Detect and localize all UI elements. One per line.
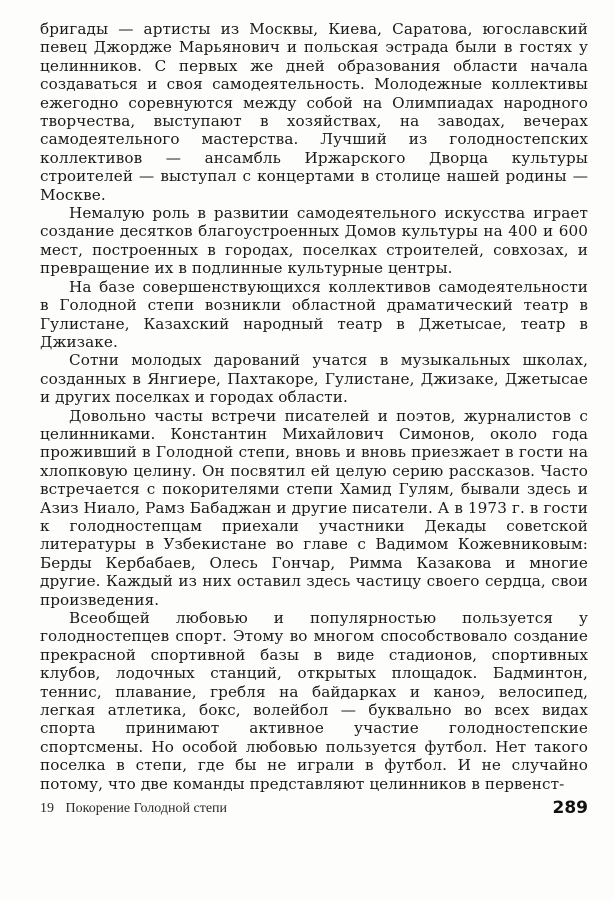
paragraph: Немалую роль в развитии самодеятельного искусства играет создание десятков благоустроенных Домов культуры на 400 и 600 мест, построенных в городах, поселках строителей, совхозах, и превращение их в подлинные культурные центры. [40,204,588,278]
signature-title: Покорение Голодной степи [65,801,228,816]
signature-number: 19 [40,801,54,816]
printer-signature [40,801,227,817]
paragraph: Довольно часты встречи писателей и поэтов, журналистов с целинниками. Константин Михайлович Симонов, около года проживший в Голодной степи, вновь и вновь приезжает в гости на хлопковую целину. Он посвятил ей целую серию рассказов. Часто встречается с покорителями степи Хамид Гулям, бывали здесь и Азиз Ниало, Рамз Бабаджан и другие писатели. А в 1973 г. в гости к голодностепцам приехали участники Декады советской литературы в Узбекистане во главе с Вадимом Кожевниковым: Берды Кербабаев, Олесь Гончар, Римма Казакова и многие другие. Каждый из них оставил здесь частицу своего сердца, свои произведения. [40,406,589,609]
paragraph: На базе совершенствующихся коллективов самодеятельности в Голодной степи возникли областной драматический театр в Гулистане, Казахский народный театр в Джетысае, театр в Джизаке. [40,277,588,351]
page-number: 289 [552,798,588,818]
paragraph: бригады — артисты из Москвы, Киева, Саратова, югославский певец Джордже Марьянович и польская эстрада были в гостях у целинников. С первых же дней образования области начала создаваться и своя самодеятельность. Молодежные коллективы ежегодно соревнуются между собой на Олимпиадах народного творчества, выступают в хозяйствах, на заводах, вечерах самодеятельного мастерства. Лучший из голодностепских коллективов — ансамбль Иржарского Дворца культуры строителей — выступал с концертами в столице нашей родины — Москве. [40,20,588,204]
body-text [40,20,588,793]
page-footer [40,798,588,820]
paragraph: Сотни молодых дарований учатся в музыкальных школах, созданных в Янгиере, Пахтакоре, Гулистане, Джизаке, Джетысае и других поселках и городах области. [40,351,588,407]
paragraph: Всеобщей любовью и популярностью пользуется у голодностепцев спорт. Этому во многом способствовало создание прекрасной спортивной базы в виде стадионов, спортивных клубов, лодочных станций, открытых площадок. Бадминтон, теннис, плавание, гребля на байдарках и каноэ, велосипед, легкая атлетика, бокс, волейбол — буквально во всех видах спорта принимают активное участие голодностепские спортсмены. Но особой любовью пользуется футбол. Нет такого поселка в степи, где бы не играли в футбол. И не случайно потому, что две команды представляют целинников в первенст- [40,609,588,793]
